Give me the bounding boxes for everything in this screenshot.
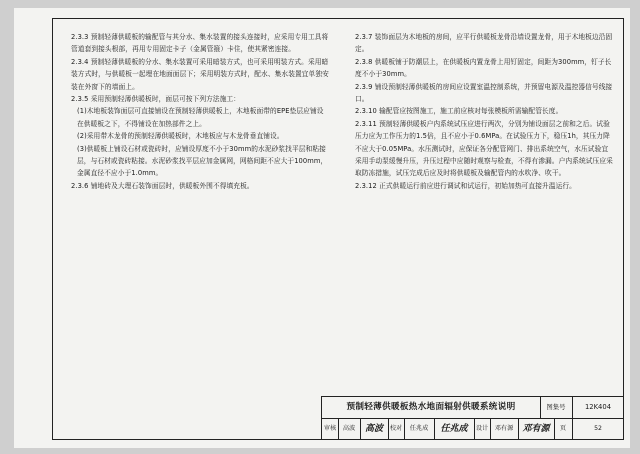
drawing-title: 预制轻薄供暖板热水地面辐射供暖系统说明 — [322, 397, 541, 418]
reviewer-name: 高波 — [338, 419, 361, 439]
atlas-number-label: 图集号 — [540, 397, 573, 418]
right-paragraph: 2.3.10 输配管应按图施工，施工前应核对每张模板所需输配管长度。 — [355, 107, 563, 116]
right-paragraph: 2.3.11 预制轻薄供暖板户内系统试压应进行两次，分别为铺设面层之前和之后。试验压力应为工作压力的1.5倍，且不应小于0.6MPa。在试验压力下，稳压1h，其压力降不应大于0.05MPa。水压测试时，应保证各分配管网门、排出系统空气，水压试验宜采用手动泵缓慢升压，升压过程中应随时观察与检查，不得有渗漏。户内系统试压应采取防冻措施，试压完成后应及时将供暖板及输配管内的水吹净、吹干。 — [355, 119, 613, 178]
title-block — [321, 396, 624, 439]
design-label: 设计 — [474, 419, 491, 439]
check-label: 校对 — [388, 419, 405, 439]
right-text-column — [355, 31, 613, 192]
designer-name: 邓有源 — [490, 419, 519, 439]
right-paragraph: 2.3.12 正式供暖运行前应进行调试和试运行，初始加热可直接升温运行。 — [355, 181, 576, 190]
reviewer-signature: 高波 — [360, 419, 389, 439]
right-paragraph: 2.3.7 装饰面层为木地板的房间，应平行供暖板龙骨沿墙设置龙骨，用于木地板边沿固定。 — [355, 33, 613, 54]
checker-signature: 任兆成 — [434, 419, 475, 439]
left-paragraph: (2)采用带木龙骨的预制轻薄供暖板时，木地板应与木龙骨垂直铺设。 — [77, 132, 284, 141]
designer-signature: 邓有源 — [518, 419, 555, 439]
review-label: 审核 — [322, 419, 339, 439]
left-paragraph: 2.3.6 铺地砖及大理石装饰面层时，供暖板外围不得填充板。 — [71, 181, 254, 190]
left-paragraph: (1)木地板装饰面层可直接铺设在预制轻薄供暖板上，木地板面带的EPE垫层应铺设在供暖板之下，不得铺设在加热部件之上。 — [77, 107, 324, 128]
right-paragraph: 2.3.8 供暖板铺于防潮层上，在供暖板内置龙骨上用钉固定，间距为300mm，钉子长度不小于30mm。 — [355, 57, 612, 79]
left-paragraph: 2.3.4 预制轻薄供暖板的分水、集水装置可采用暗装方式，也可采用明装方式。采用暗装方式时，与供暖板一起埋在地面面层下；采用明装方式时，配水、集水装置宜单独安装在外窗下的墙面上。 — [71, 57, 329, 91]
drawing-frame — [52, 18, 624, 440]
page-number: 52 — [594, 425, 602, 432]
right-paragraph: 2.3.9 铺设预制轻薄供暖板的房间应设置室温控制系统，并预留电源及温控器信号线接口。 — [355, 82, 613, 104]
page-label: 页 — [554, 419, 573, 439]
drawing-sheet — [14, 8, 630, 448]
left-text-column — [71, 31, 329, 192]
left-paragraph: 2.3.3 预制轻薄供暖板的输配管与其分水、集水装置的接头连接时，应采用专用工具将管道套到接头根部，再用专用固定卡子（金属管箍）卡住，使其紧密连接。 — [71, 33, 329, 54]
atlas-number: 12K404 — [584, 403, 612, 411]
left-paragraph: (3)供暖板上铺设石材或瓷砖时，应铺设厚度不小于30mm的水泥砂浆找平层和粘接层，与石材或瓷砖粘接。水泥砂浆找平层应加金属网，网格间距不应大于100mm，金属直径不应小于1.0mm。 — [77, 144, 328, 178]
left-paragraph: 2.3.5 采用预制轻薄供暖板时，面层可按下列方法施工： — [71, 95, 241, 104]
checker-name: 任兆成 — [404, 419, 435, 439]
